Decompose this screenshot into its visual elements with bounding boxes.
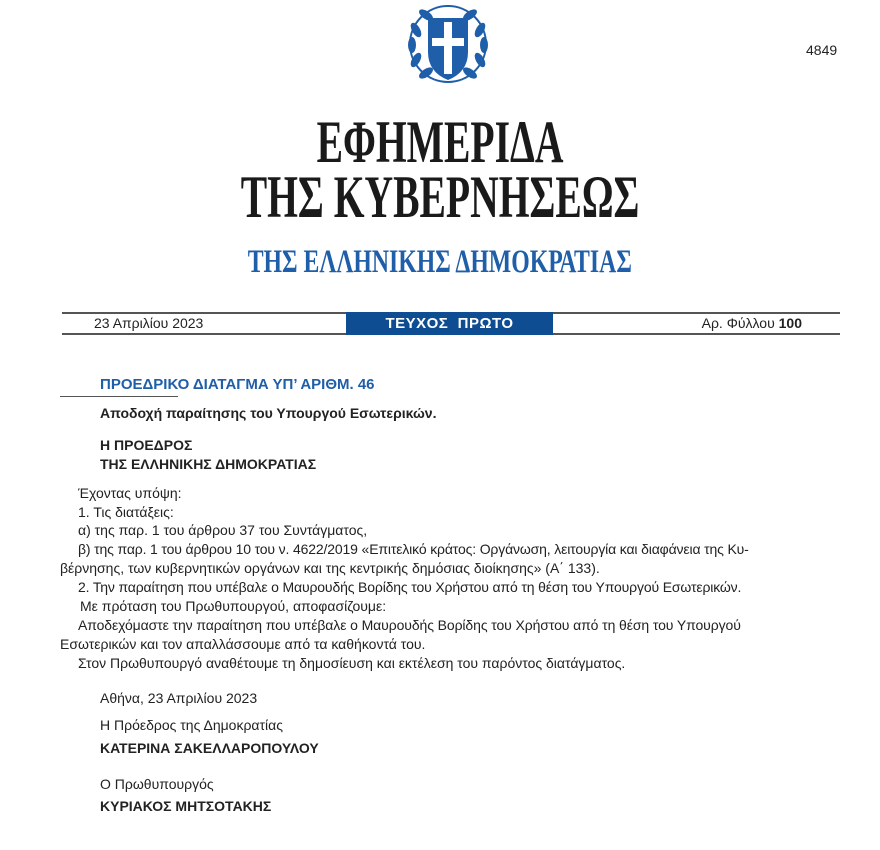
issue-type-badge: ΤΕΥΧΟΣ ΠΡΩΤΟ — [346, 312, 553, 335]
signer1-role: Η Πρόεδρος της Δημοκρατίας — [100, 717, 283, 733]
page-number: 4849 — [806, 42, 838, 58]
greek-coat-of-arms-emblem — [404, 0, 492, 90]
body-line: Στον Πρωθυπουργό αναθέτουμε τη δημοσίευση και εκτέλεση του παρόντος διατάγματος. — [78, 655, 626, 671]
body-line: α) της παρ. 1 του άρθρου 37 του Συντάγματος, — [78, 522, 368, 538]
body-line: Εσωτερικών και τον απαλλάσσουμε από τα καθήκοντά του. — [60, 636, 426, 652]
body-line: βέρνησης, των κυβερνητικών οργάνων και της κεντρικής δημόσιας διοίκησης» (Α΄ 133). — [60, 560, 600, 576]
masthead-subtitle: ΤΗΣ ΕΛΛΗΝΙΚΗΣ ΔΗΜΟΚΡΑΤΙΑΣ — [247, 244, 633, 280]
body-line: 1. Τις διατάξεις: — [78, 504, 174, 520]
place-date: Αθήνα, 23 Απριλίου 2023 — [100, 690, 258, 706]
signer2-name: ΚΥΡΙΑΚΟΣ ΜΗΤΣΟΤΑΚΗΣ — [100, 798, 272, 814]
sheet-number: Αρ. Φύλλου 100 — [701, 315, 802, 331]
body-line: Αποδεχόμαστε την παραίτηση που υπέβαλε ο Μαυρουδής Βορίδης του Χρήστου από τη θέση του Υπουργού — [78, 617, 741, 633]
signer2-role: Ο Πρωθυπουργός — [100, 776, 214, 792]
body-line: Έχοντας υπόψη: — [78, 485, 182, 501]
masthead-title-line1: ΕΦΗΜΕΡΙΔΑ — [316, 109, 564, 175]
issuer-line2: ΤΗΣ ΕΛΛΗΝΙΚΗΣ ΔΗΜΟΚΡΑΤΙΑΣ — [100, 456, 317, 472]
decree-title: ΠΡΟΕΔΡΙΚΟ ΔΙΑΤΑΓΜΑ ΥΠ’ ΑΡΙΘΜ. 46 — [100, 376, 375, 393]
issuer-line1: Η ΠΡΟΕΔΡΟΣ — [100, 437, 193, 453]
decree-subject: Αποδοχή παραίτησης του Υπουργού Εσωτερικών. — [100, 405, 437, 421]
signer1-name: ΚΑΤΕΡΙΝΑ ΣΑΚΕΛΛΑΡΟΠΟΥΛΟΥ — [100, 740, 319, 756]
title-underline-divider — [60, 396, 178, 397]
issue-bar — [62, 312, 840, 335]
masthead-title-line2: ΤΗΣ ΚΥΒΕΡΝΗΣΕΩΣ — [240, 164, 640, 230]
body-line: Με πρόταση του Πρωθυπουργού, αποφασίζουμε: — [80, 598, 387, 614]
body-line: 2. Την παραίτηση που υπέβαλε ο Μαυρουδής Βορίδης του Χρήστου από τη θέση του Υπουργού Εσωτερικών. — [78, 579, 742, 595]
body-line: β) της παρ. 1 του άρθρου 10 του ν. 4622/2019 «Επιτελικό κράτος: Οργάνωση, λειτουργία και διαφάνεια της Κυ- — [78, 541, 749, 557]
issue-date: 23 Απριλίου 2023 — [94, 315, 204, 331]
